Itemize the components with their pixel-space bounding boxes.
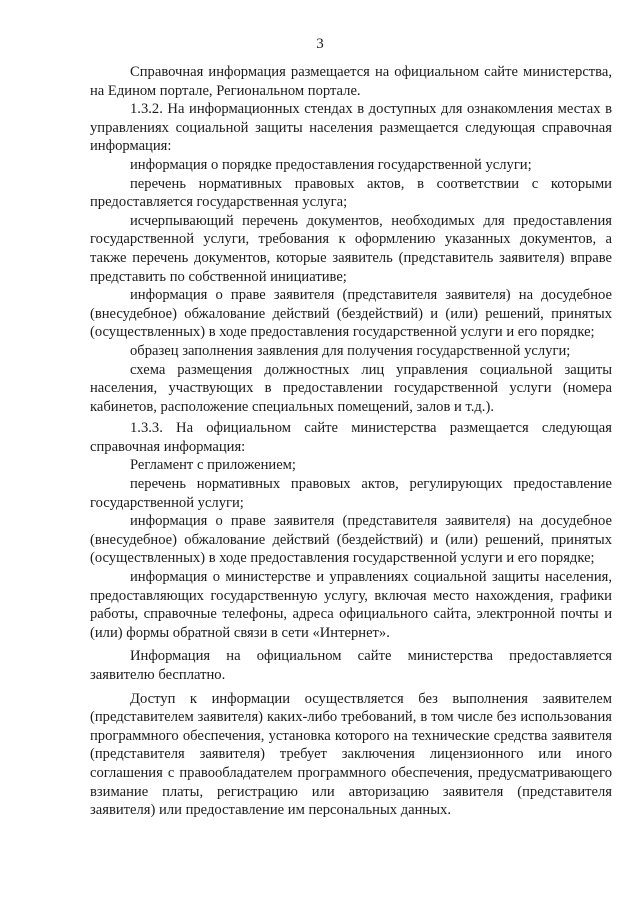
paragraph-1-3-2: 1.3.2. На информационных стендах в доступных для ознакомления местах в управлениях социальной защиты населения размещается следующая справочная информация: [90,101,612,155]
document-body [90,63,612,820]
paragraph-free-info: Информация на официальном сайте министерства предоставляется заявителю бесплатно. [90,648,612,683]
paragraph-1-3-3: 1.3.3. На официальном сайте министерства размещается следующая справочная информация: [90,420,612,455]
list-item-appeal-right-site: информация о праве заявителя (представителя заявителя) на досудебное (внесудебное) обжалование действий (бездействий) и (или) решений, принятых (осуществленных) в ходе предоставления государственной услуги и его порядке; [90,513,612,567]
paragraph-access-conditions: Доступ к информации осуществляется без выполнения заявителем (представителем заявителя) каких-либо требований, в том числе без использования программного обеспечения, установка которого на технические средства заявителя (представителя заявителя) требует заключения лицензионного или иного соглашения с правообладателем программного обеспечения, предусматривающего взимание платы, регистрацию или авторизацию заявителя (представителя заявителя) или предоставление им персональных данных. [90,690,612,819]
list-item-staff-layout: схема размещения должностных лиц управления социальной защиты населения, участвующих в предоставлении государственной услуги (номера кабинетов, расположение специальных помещений, залов и т.д.). [90,361,612,415]
list-item-regulation: Регламент с приложением; [130,457,296,474]
list-item-application-sample: образец заполнения заявления для получения государственной услуги; [130,342,571,359]
list-item-regulating-acts: перечень нормативных правовых актов, регулирующих предоставление государственной услуги; [90,476,612,511]
list-item-documents-list: исчерпывающий перечень документов, необходимых для предоставления государственной услуги, требования к оформлению указанных документов, а также перечень документов, которые заявитель (представитель заявителя) вправе представить по собственной инициативе; [90,212,612,285]
list-item-service-procedure: информация о порядке предоставления государственной услуги; [130,156,532,173]
list-item-appeal-right: информация о праве заявителя (представителя заявителя) на досудебное (внесудебное) обжалование действий (бездействий) и (или) решений, принятых (осуществленных) в ходе предоставления государственной услуги и его порядке; [90,287,612,341]
list-item-legal-acts: перечень нормативных правовых актов, в соответствии с которыми предоставляется государственная услуга; [90,175,612,211]
paragraph-info-placement: Справочная информация размещается на официальном сайте министерства, на Едином портале, Региональном портале. [90,64,612,99]
list-item-ministry-info: информация о министерстве и управлениях социальной защиты населения, предоставляющих государственную услугу, включая место нахождения, графики работы, справочные телефоны, адреса официального сайта, электронной почты и (или) формы обратной связи в сети «Интернет». [90,569,612,641]
page-number: 3 [316,36,324,52]
